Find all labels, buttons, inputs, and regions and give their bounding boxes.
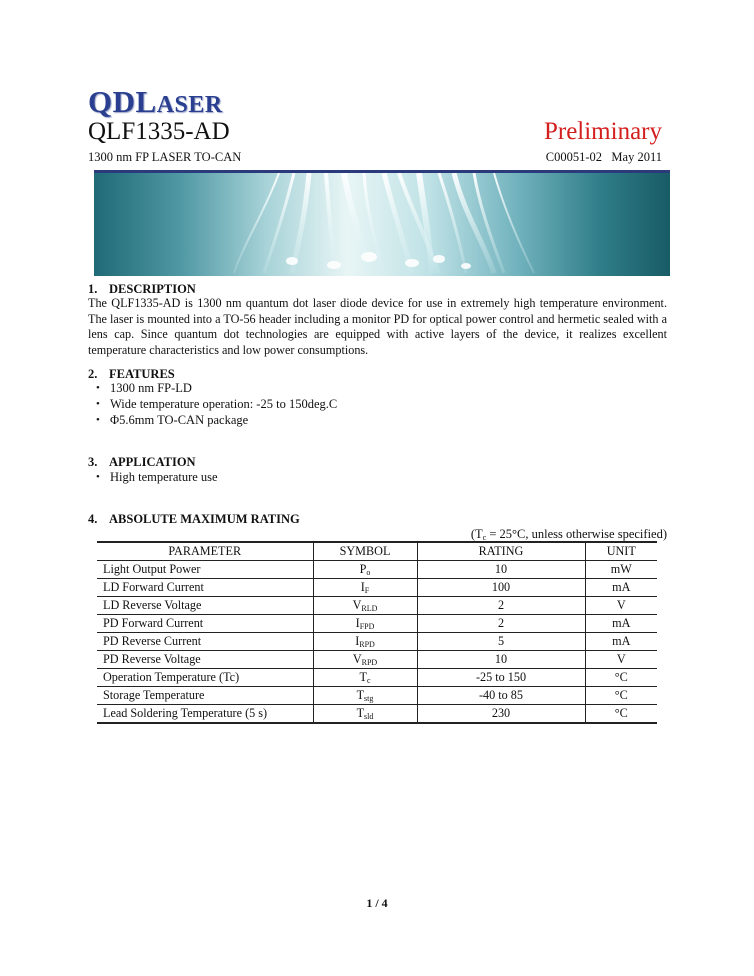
unit-cell: °C [585,687,657,705]
parameter-cell: Operation Temperature (Tc) [97,669,313,687]
parameter-cell: PD Reverse Current [97,633,313,651]
rating-cell: 2 [417,597,585,615]
symbol-cell: $I_{FPD}$ [313,615,417,633]
symbol-cell: $P_o$ [313,561,417,579]
parameter-cell: LD Forward Current [97,579,313,597]
absolute-max-rating-table [97,541,657,724]
table-row [97,687,657,705]
rating-cell: 5 [417,633,585,651]
header-parameter: PARAMETER [97,542,313,561]
symbol-cell: $T_{sld}$ [313,705,417,724]
features-list [88,380,337,428]
rating-cell: 230 [417,705,585,724]
header-symbol: SYMBOL [313,542,417,561]
preliminary-label: Preliminary [543,118,662,145]
table-row [97,597,657,615]
parameter-cell: Light Output Power [97,561,313,579]
table-row [97,633,657,651]
rating-cell: -25 to 150 [417,669,585,687]
section-description-heading: 1. DESCRIPTION [88,282,196,296]
section-application-heading: 3. APPLICATION [88,455,196,469]
parameter-cell: PD Reverse Voltage [97,651,313,669]
table-row [97,651,657,669]
list-item: • Wide temperature operation: -25 to 150deg.C [88,396,337,412]
page-number: 1 / 4 [366,896,388,910]
list-item: • 1300 nm FP-LD [88,380,337,396]
parameter-cell: PD Forward Current [97,615,313,633]
unit-cell: °C [585,669,657,687]
header-rating: RATING [417,542,585,561]
table-row [97,615,657,633]
unit-cell: V [585,597,657,615]
unit-cell: mA [585,615,657,633]
parameter-cell: Lead Soldering Temperature (5 s) [97,705,313,724]
model-number: QLF1335-AD [88,118,230,145]
header-unit: UNIT [585,542,657,561]
unit-cell: mA [585,633,657,651]
rating-cell: 2 [417,615,585,633]
parameter-cell: Storage Temperature [97,687,313,705]
fiber-optics-banner [94,170,670,276]
unit-cell: V [585,651,657,669]
rating-cell: -40 to 85 [417,687,585,705]
symbol-cell: $T_{stg}$ [313,687,417,705]
table-header-row [97,542,657,561]
parameter-cell: LD Reverse Voltage [97,597,313,615]
unit-cell: mW [585,561,657,579]
list-item: • High temperature use [88,469,218,485]
table-row [97,579,657,597]
symbol-cell: $I_{RPD}$ [313,633,417,651]
rating-cell: 100 [417,579,585,597]
unit-cell: mA [585,579,657,597]
product-subtitle: 1300 nm FP LASER TO-CAN [88,150,242,164]
symbol-cell: $V_{RLD}$ [313,597,417,615]
rating-cell: 10 [417,651,585,669]
rating-cell: 10 [417,561,585,579]
table-row [97,669,657,687]
symbol-cell: $V_{RPD}$ [313,651,417,669]
company-logo: QDLASER [88,84,223,119]
symbol-cell: $I_F$ [313,579,417,597]
application-list [88,469,218,485]
document-number: C00051-02 May 2011 [545,150,662,164]
symbol-cell: $T_c$ [313,669,417,687]
table-row [97,561,657,579]
unit-cell: °C [585,705,657,724]
description-text: The QLF1335-AD is 1300 nm quantum dot laser diode device for use in extremely high temperature environment. The laser is mounted into a TO-56 header including a monitor PD for optical power control and hermetic sealed with a lens cap. Since quantum dot technologies are equipped with active layers of the device, it realizes excellent temperature characteristics and low power consumptions. [88,296,667,357]
section-features-heading: 2. FEATURES [88,367,175,381]
section-rating-heading: 4. ABSOLUTE MAXIMUM RATING [88,512,300,526]
table-row [97,705,657,724]
rating-condition: ($T_c = 25^\circ C$, unless otherwise specified) [470,527,667,542]
list-item: • Φ5.6mm TO-CAN package [88,412,337,428]
